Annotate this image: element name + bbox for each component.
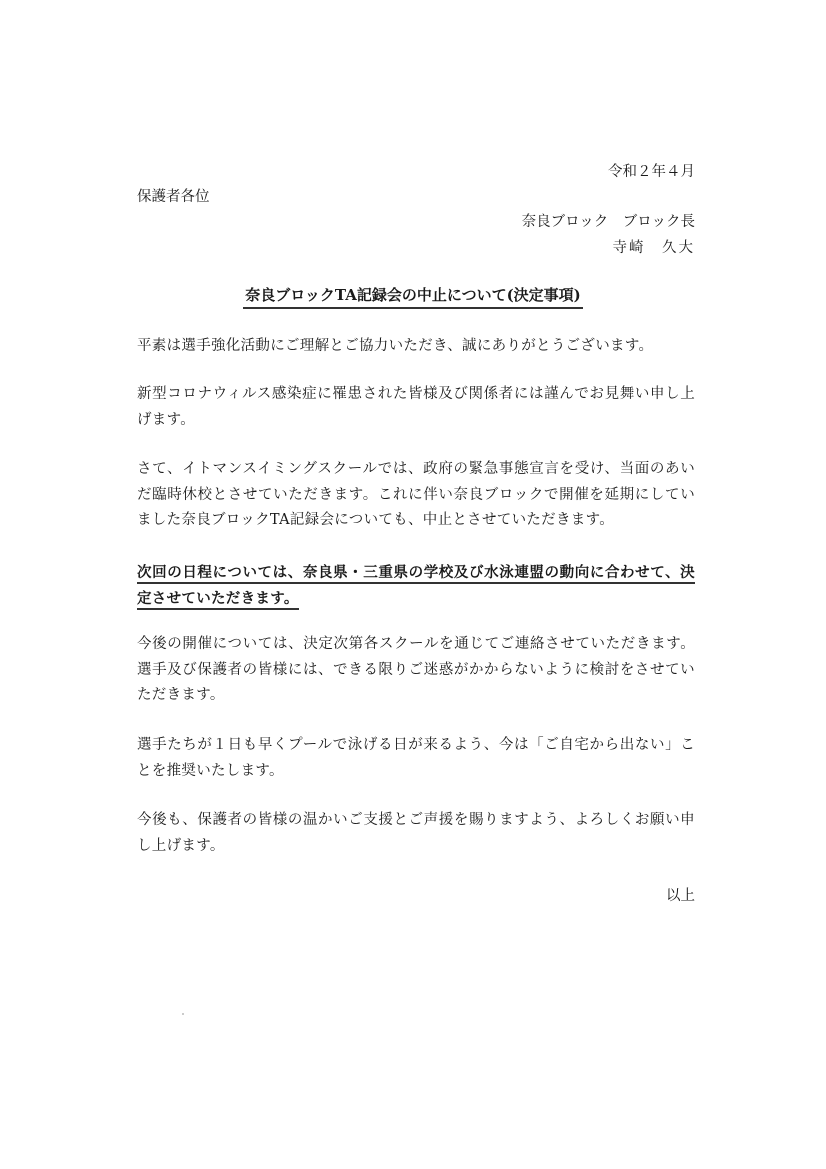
- closing-mark: 以上: [666, 888, 695, 904]
- paragraph-stay-home: 選手たちが１日も早くプールで泳げる日が来るよう、今は「ご自宅から出ない」ことを推奨いたします。: [137, 737, 695, 779]
- paragraph-sympathy: 新型コロナウィルス感染症に罹患された皆様及び関係者には謹んでお見舞い申し上げます。: [137, 386, 695, 428]
- sender-organization: 奈良ブロック ブロック長: [521, 214, 695, 230]
- paragraph-cancellation: さて、イトマンスイミングスクールでは、政府の緊急事態宣言を受け、当面のあいだ臨時休校とさせていただきます。これに伴い奈良ブロックで開催を延期にしていました奈良ブロックTA記録会についても、中止とさせていただきます。: [137, 461, 695, 528]
- next-schedule-underlined-text: 次回の日程については、奈良県・三重県の学校及び水泳連盟の動向に合わせて、決定させていただきます。: [137, 564, 695, 610]
- document-title: 奈良ブロックTA記録会の中止について(決定事項): [243, 284, 583, 309]
- paragraph-greeting: 平素は選手強化活動にご理解とご協力いただき、誠にありがとうございます。: [137, 338, 654, 354]
- paragraph-future-events: 今後の開催については、決定次第各スクールを通じてご連絡させていただきます。選手及び保護者の皆様には、できる限りご迷惑がかからないように検討をさせていただきます。: [137, 636, 695, 703]
- document-title-wrap: [0, 284, 826, 309]
- document-date: 令和２年４月: [608, 164, 695, 180]
- scan-speck: [182, 1013, 184, 1015]
- paragraph-closing-request: 今後も、保護者の皆様の温かいご支援とご声援を賜りますよう、よろしくお願い申し上げます。: [137, 812, 695, 854]
- sender-name: 寺崎 久大: [612, 240, 695, 256]
- recipient-line: 保護者各位: [137, 189, 210, 205]
- paragraph-next-schedule: [137, 560, 695, 611]
